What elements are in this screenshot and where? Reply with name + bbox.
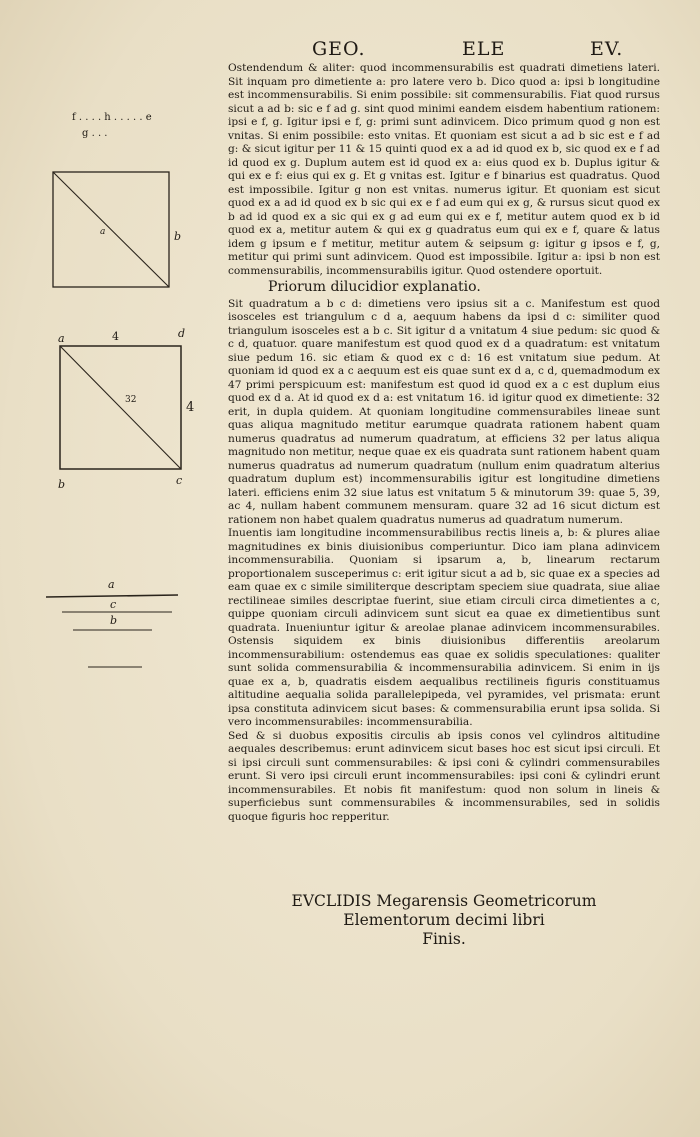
square1-diagonal	[53, 172, 169, 287]
line-label-b: b	[110, 614, 118, 627]
square2-label-a: a	[58, 332, 65, 345]
square2-label-diag: 32	[125, 395, 137, 405]
paragraph-1: Ostendendum & aliter: quod incommensurabilis est quadrati dimetiens lateri. Sit inquam pro dimetiente a: pro latere vero b. Dico quod a: ipsi b longitudine est incommensurabilis. Si enim possibile: sit commensurabilis. Fiat quod rursus sicut a ad b: sic e f ad g. sint quod minimi eandem eisdem habentium rationem: ipsi e f, g. Igitur ipsi e f, g: primi sunt adinvicem. Dico primum quod g non est vnitas. Si enim possibile: esto vnitas. Et quoniam est sicut a ad b sic est e f ad g: & sicut igitur per 11 & 15 quinti quod ex a ad id quod ex b, sic quod ex e f ad id quod ex g. Duplum autem est id quod ex a: eius quod ex b. Duplus igitur & qui ex e f: eius qui ex g. Et g vnitas est. Igitur e f binarius est quadratus. Quod est impossibile. Igitur g non est vnitas. numerus igitur. Et quoniam est sicut quod ex a ad id quod ex b sic qui ex e f ad eum qui ex g, & rursus sicut quod ex b ad id quod ex a sic qui ex g ad eum qui ex e f, metitur autem quod ex b id quod ex a, metitur autem & qui ex g quadratus eum qui ex e f, quare & latus idem g ipsum e f metitur, metitur autem & seipsum g: igitur g ipsos e f, g, metitur qui primi sunt adinvicem. Quod est impossibile. Igitur a: ipsi b non est commensurabilis, incommensurabilis igitur. Quod ostendere oportuit.	[228, 62, 660, 277]
line-label-c: c	[110, 598, 117, 611]
paragraph-4: Sed & si duobus expositis circulis ab ipsis conos vel cylindros altitudine aequales describemus: erunt adinvicem sicut bases hoc est sicut ipsi circuli. Et si ipsi circuli sunt commensurabiles: & ipsi coni & cylindri commensurabiles erunt. Si vero ipsi circuli erunt incommensurabiles: ipsi coni & cylindri erunt incommensurabiles. Et nobis fit manifestum: quod non solum in lineis & superficiebus sunt commensurabiles & incommensurabiles, sed in solidis quoque figuris hoc repperitur.	[228, 729, 660, 823]
square1-label-a: a	[100, 227, 106, 237]
square2-diagonal	[60, 346, 181, 469]
square2-label-b: b	[58, 478, 66, 491]
header-left: GEO.	[312, 38, 366, 60]
square2-label-top: 4	[112, 330, 119, 343]
subheading: Priorum dilucidior explanatio.	[268, 279, 481, 295]
square2-label-c: c	[176, 474, 183, 487]
header-middle: ELE	[462, 38, 506, 60]
paragraph-3: Inuentis iam longitudine incommensurabilibus rectis lineis a, b: & plures aliae magnitudines ex binis diuisionibus comperiuntur. Dico iam plana adinvicem incommensurabilia. Quoniam si ipsarum a, b, linearum rectarum proportionalem susceperimus c: erit igitur sicut a ad b, sic quae ex a species ad eam quae ex c simile similiterque descriptam speciem siue quadrata, siue aliae rectilineae similes descriptae fuerint, siue etiam circuli circa dimetientes a c, quippe quoniam circuli adinvicem sunt sicut ea quae ex dimetientibus sunt quadrata. Inueniuntur igitur & areolae planae adinvicem incommensurabiles. Ostensis siquidem ex binis diuisionibus differentiis areolarum incommensurabilium: ostendemus eas quae ex solidis speculationes: qualiter sunt solida commensurabilia & incommensurabilia adinvicem. Si enim in ijs quae ex a, b, quadratis eisdem aequalibus rectilineis figuris constituamus altitudine aequalia solida parallelepipeda, vel pyramides, vel prismata: erunt ipsa constituta adinvicem sicut bases: & commensurabilia erunt ipsa solida. Si vero incommensurabiles: incommensurabilia.	[228, 527, 660, 728]
colophon-line3: Finis.	[422, 930, 466, 948]
header-right: EV.	[590, 38, 624, 60]
colophon	[228, 892, 660, 949]
paragraph-2: Sit quadratum a b c d: dimetiens vero ipsius sit a c. Manifestum est quod isosceles est triangulum c d a, aequum habens da ipsi d c: similiter quod triangulum isosceles est a b c. Sit igitur d a vnitatum 4 siue pedum: sic quod & c d, quatuor. quare manifestum est quod quod ex d a quadratum: est vnitatum siue pedum 16. sic etiam & quod ex c d: 16 est vnitatum siue pedum. At quoniam id quod ex a c aequum est eis quae sunt ex d a, c d, quemadmodum ex 47 primi perspicuum est: manifestum est quod id quod ex a c est duplum eius quod ex d a. At id quod ex d a: est vnitatum 16. id igitur quod ex dimetiente: 32 erit, in dupla quidem. At quoniam longitudine commensurabiles lineae sunt quas aliqua magnitudo metitur earumque quadrata rationem habent quam numerus quadratus ad numerum quadratum, at efficiens 32 per latus aliqua magnitudo non metitur, neque quae ex eis quadrata sunt rationem habent quam numerus quadratus ad numerum quadratum (nullum enim quadratum alterius quadratum duplum est) incommensurabilis igitur est longitudine dimetiens lateri. efficiens enim 32 siue latus est vnitatum 5 & minutorum 39: quae 5, 39, ac 4, nullam habent communem mensuram. quare 32 ad 16 sicut dictum est rationem non habet qualem quadratus numerus ad quadratum numerum.	[228, 297, 660, 526]
figure-letters-line1: f . . . . h . . . . . e	[72, 112, 152, 123]
colophon-line1: EVCLIDIS Megarensis Geometricorum	[291, 892, 597, 910]
figure-letters-line2: g . . .	[82, 128, 108, 139]
line-label-a: a	[108, 578, 115, 591]
square2-label-d: d	[178, 327, 186, 340]
colophon-line2: Elementorum decimi libri	[343, 911, 545, 929]
main-text-column	[228, 62, 660, 824]
square2-label-right: 4	[186, 400, 195, 415]
square1-label-b: b	[174, 230, 182, 243]
line-a	[46, 595, 178, 597]
